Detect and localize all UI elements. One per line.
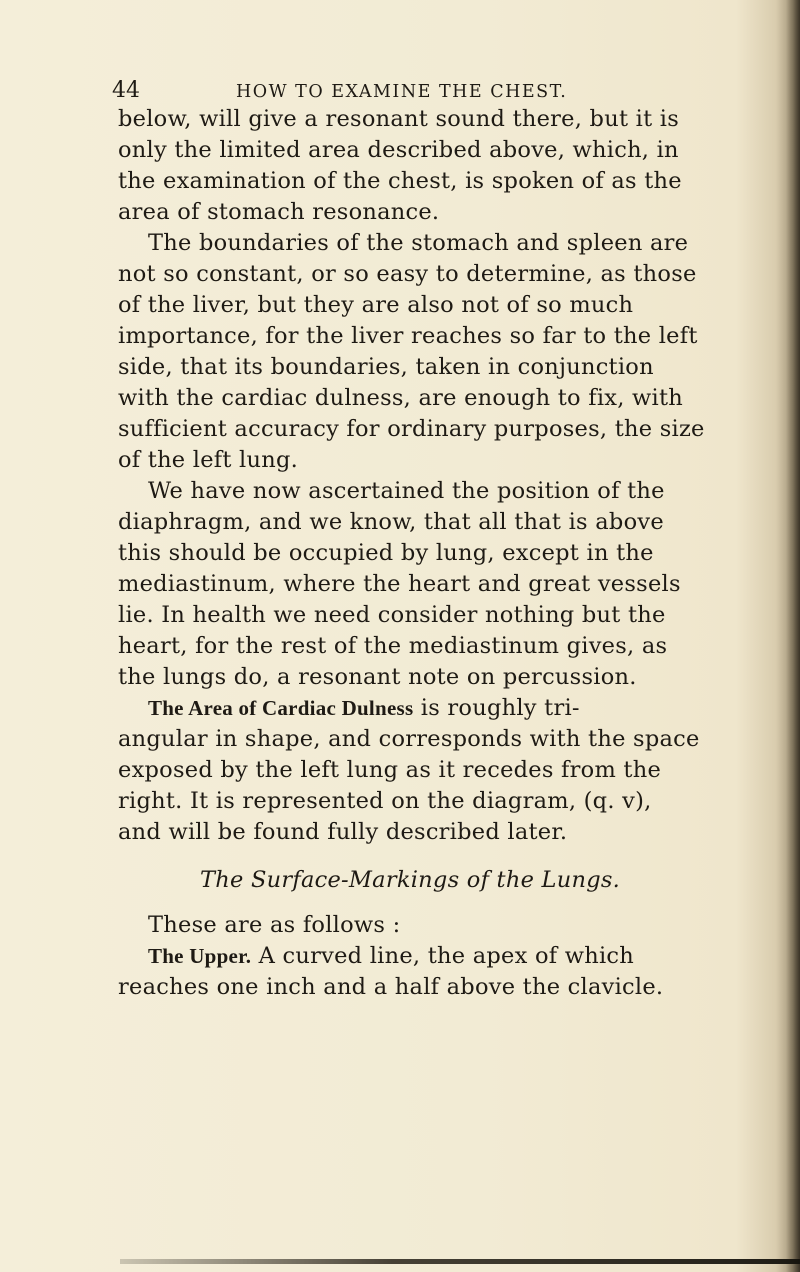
running-head: HOW TO EXAMINE THE CHEST. — [236, 82, 568, 102]
text-line: lie. In health we need consider nothing but the — [118, 602, 666, 628]
text-line: and will be found fully described later. — [118, 819, 568, 845]
text-line: the lungs do, a resonant note on percussion. — [118, 664, 637, 690]
section-heading: The Surface-Markings of the Lungs. — [200, 867, 621, 893]
page-bottom-shadow — [120, 1259, 800, 1264]
paragraph-start-line — [148, 943, 634, 969]
text-line: diaphragm, and we know, that all that is above — [118, 509, 664, 535]
text-line: sufficient accuracy for ordinary purposes, the size — [118, 416, 705, 442]
text-line: reaches one inch and a half above the clavicle. — [118, 974, 664, 1000]
text-line: right. It is represented on the diagram, (q. v), — [118, 788, 652, 814]
text-line: with the cardiac dulness, are enough to fix, with — [118, 385, 683, 411]
text-line: of the liver, but they are also not of so much — [118, 292, 634, 318]
text-line: mediastinum, where the heart and great vessels — [118, 571, 681, 597]
bold-term-cardiac-dulness: The Area of Cardiac Dulness — [148, 696, 414, 720]
paragraph-start-line: The boundaries of the stomach and spleen are — [148, 230, 689, 256]
text-run: is roughly tri- — [413, 695, 580, 721]
text-line: below, will give a resonant sound there, but it is — [118, 106, 680, 132]
bold-term-upper: The Upper. — [148, 944, 252, 968]
page-edge-shadow — [786, 0, 800, 1272]
page-number: 44 — [112, 78, 140, 103]
text-line: side, that its boundaries, taken in conjunction — [118, 354, 654, 380]
text-line: this should be occupied by lung, except in the — [118, 540, 654, 566]
text-line: importance, for the liver reaches so far to the left — [118, 323, 698, 349]
paragraph-start-line: These are as follows : — [148, 912, 401, 938]
page-header — [112, 78, 612, 108]
text-line: exposed by the left lung as it recedes from the — [118, 757, 662, 783]
text-line: not so constant, or so easy to determine, as those — [118, 261, 697, 287]
paragraph-start-line: We have now ascertained the position of the — [148, 478, 665, 504]
text-run: A curved line, the apex of which — [251, 943, 635, 969]
text-line: of the left lung. — [118, 447, 299, 473]
paragraph-start-line — [148, 695, 580, 721]
text-line: heart, for the rest of the mediastinum gives, as — [118, 633, 668, 659]
text-line: area of stomach resonance. — [118, 199, 440, 225]
text-line: angular in shape, and corresponds with the space — [118, 726, 700, 752]
text-line: only the limited area described above, which, in — [118, 137, 679, 163]
text-line: the examination of the chest, is spoken of as the — [118, 168, 682, 194]
